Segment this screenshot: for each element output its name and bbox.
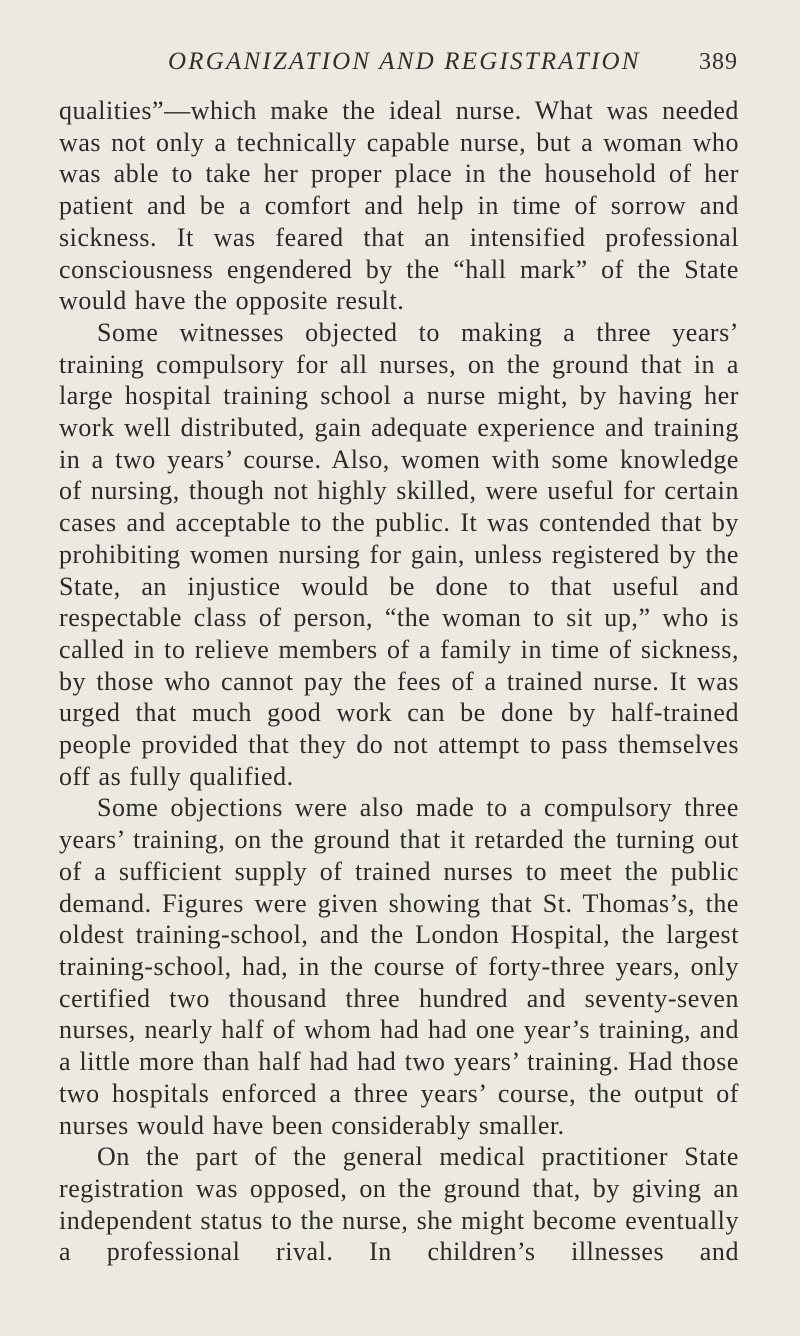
- paragraph-witnesses-objections: Some witnesses objected to making a three years’ training compulsory for all nurses, on the ground that in a large hospital training school a nurse might, by having her work well distributed, gain adequate experience and training in a two years’ course. Also, women with some knowledge of nursing, though not highly skilled, were useful for certain cases and acceptable to the public. It was contended that by prohibiting women nursing for gain, unless registered by the State, an injustice would be done to that useful and respectable class of person, “the woman to sit up,” who is called in to relieve members of a family in time of sickness, by those who cannot pay the fees of a trained nurse. It was urged that much good work can be done by half-trained people provided that they do not attempt to pass themselves off as fully qualified.: [59, 317, 739, 791]
- paragraph-compulsory-training: Some objections were also made to a compulsory three years’ training, on the ground that it retarded the turning out of a sufficient supply of trained nurses to meet the public demand. Figures were given showing that St. Thomas’s, the oldest training-school, and the London Hospital, the largest training-school, had, in the course of forty-three years, only certified two thousand three hundred and seventy-seven nurses, nearly half of whom had had one year’s training, and a little more than half had had two years’ training. Had those two hospitals enforced a three years’ course, the output of nurses would have been considerably smaller.: [59, 793, 739, 1140]
- paragraph-medical-practitioner: On the part of the general medical practitioner State registration was opposed, on the ground that, by giving an independent status to the nurse, she might become eventually a professional rival. In children’s illnesses and: [59, 1142, 739, 1267]
- running-title: ORGANIZATION AND REGISTRATION: [168, 48, 641, 75]
- paragraph-continued: qualities”—which make the ideal nurse. What was needed was not only a technically capable nurse, but a woman who was able to take her proper place in the household of her patient and be a comfort and help in time of sorrow and sickness. It was feared that an intensified professional consciousness engendered by the “hall mark” of the State would have the opposite result.: [59, 96, 739, 316]
- page-number: 389: [699, 49, 738, 75]
- running-head: [68, 48, 752, 88]
- body-text: [59, 95, 739, 1268]
